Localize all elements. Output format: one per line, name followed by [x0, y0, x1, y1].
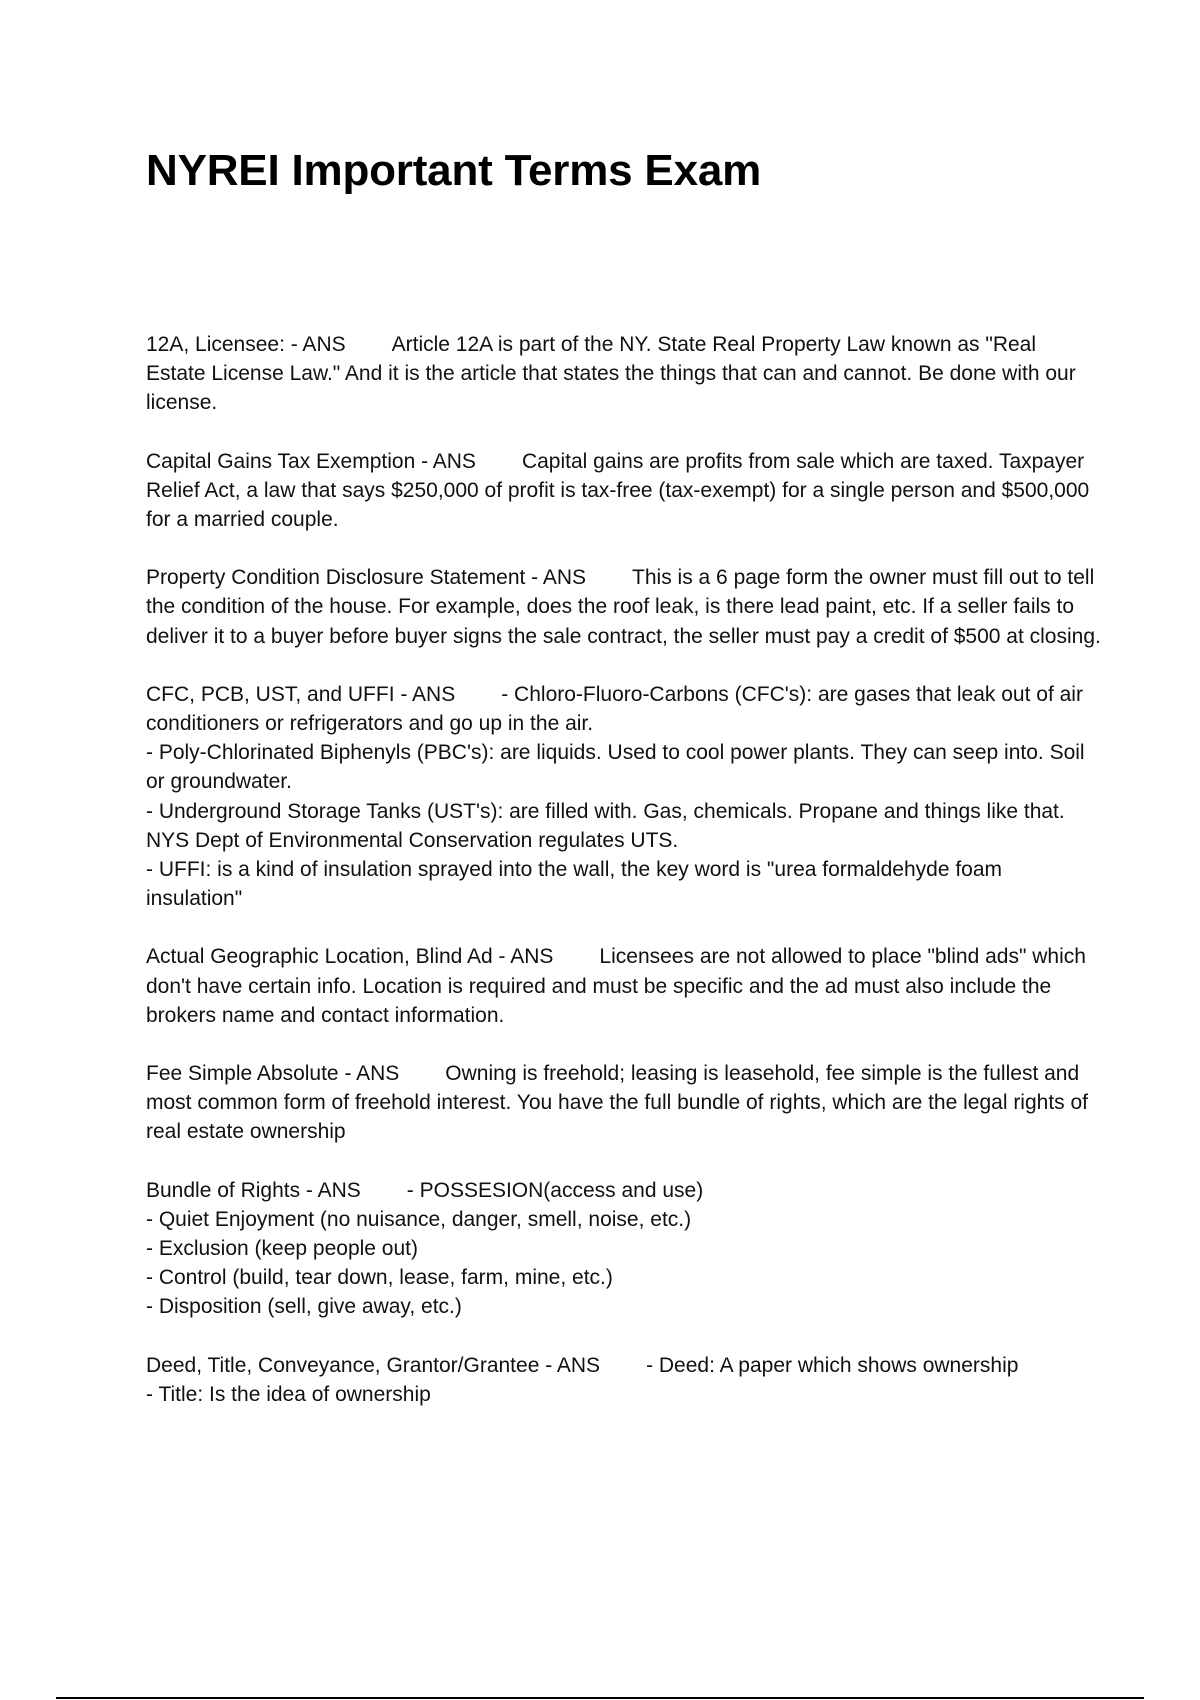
term-label: Capital Gains Tax Exemption - ANS [146, 449, 476, 473]
definition-line: - Control (build, tear down, lease, farm, mine, etc.) [146, 1266, 613, 1290]
entry-line [146, 563, 1101, 651]
entry-line [146, 1176, 1101, 1205]
term-label: Deed, Title, Conveyance, Grantor/Grantee - ANS [146, 1353, 601, 1377]
entry-line [146, 942, 1101, 1030]
page-bottom-rule [56, 1697, 1144, 1699]
term-definition: Owning is freehold; leasing is leasehold, fee simple is the fullest and most common form of freehold interest. You have the full bundle of rights, which are the legal rights of real estate ownership [146, 1062, 1089, 1144]
entry-line [146, 447, 1101, 535]
definition-line: - Exclusion (keep people out) [146, 1237, 418, 1261]
term-definition: Article 12A is part of the NY. State Real Property Law known as "Real Estate License Law." And it is the article that states the things that can and cannot. Be done with our license. [146, 333, 1076, 415]
term-entry [146, 1351, 1101, 1409]
definition-line: - Disposition (sell, give away, etc.) [146, 1295, 462, 1319]
entry-line [146, 1351, 1101, 1380]
term-definition: Licensees are not allowed to place "blind ads" which don't have certain info. Location is required and must be specific and the ad must also include the brokers name and contact information. [146, 945, 1086, 1027]
definition-line: - Poly-Chlorinated Biphenyls (PBC's): are liquids. Used to cool power plants. They can seep into. Soil or groundwater. [146, 741, 1085, 794]
term-label: 12A, Licensee: - ANS [146, 333, 346, 356]
term-label: Property Condition Disclosure Statement - ANS [146, 566, 587, 590]
entry-line [146, 1059, 1101, 1147]
term-label: CFC, PCB, UST, and UFFI - ANS [146, 682, 456, 706]
definition-line: - Title: Is the idea of ownership [146, 1382, 431, 1406]
term-label: Bundle of Rights - ANS [146, 1178, 361, 1202]
term-definition: - POSSESION(access and use) [406, 1178, 704, 1202]
term-entry [146, 1176, 1101, 1322]
term-entry [146, 942, 1101, 1030]
term-entry [146, 680, 1101, 914]
terms-list [146, 330, 1101, 1438]
term-label: Actual Geographic Location, Blind Ad - ANS [146, 945, 554, 969]
term-definition: - Deed: A paper which shows ownership [646, 1353, 1019, 1377]
term-definition: Capital gains are profits from sale which are taxed. Taxpayer Relief Act, a law that says $250,000 of profit is tax-free (tax-exempt) for a single person and $500,000 for a married couple. [146, 449, 1090, 532]
document-title: NYREI Important Terms Exam [146, 146, 762, 195]
term-entry [146, 330, 1101, 418]
definition-line: - Underground Storage Tanks (UST's): are filled with. Gas, chemicals. Propane and things like that. NYS Dept of Environmental Conservation regulates UTS. [146, 799, 1065, 852]
definition-line: - UFFI: is a kind of insulation sprayed into the wall, the key word is "urea formaldehyde foam insulation" [146, 858, 1003, 911]
term-definition: This is a 6 page form the owner must fill out to tell the condition of the house. For example, does the roof leak, is there lead paint, etc. If a seller fails to deliver it to a buyer before buyer signs the sale contract, the seller must pay a credit of $500 at closing. [146, 566, 1101, 648]
term-entry [146, 447, 1101, 535]
entry-line [146, 330, 1101, 418]
term-definition: - Chloro-Fluoro-Carbons (CFC's): are gases that leak out of air conditioners or refrigerators and go up in the air. [146, 682, 1083, 736]
term-entry [146, 563, 1101, 651]
definition-line: - Quiet Enjoyment (no nuisance, danger, smell, noise, etc.) [146, 1207, 692, 1231]
term-label: Fee Simple Absolute - ANS [146, 1062, 400, 1086]
entry-line [146, 680, 1101, 738]
term-entry [146, 1059, 1101, 1147]
